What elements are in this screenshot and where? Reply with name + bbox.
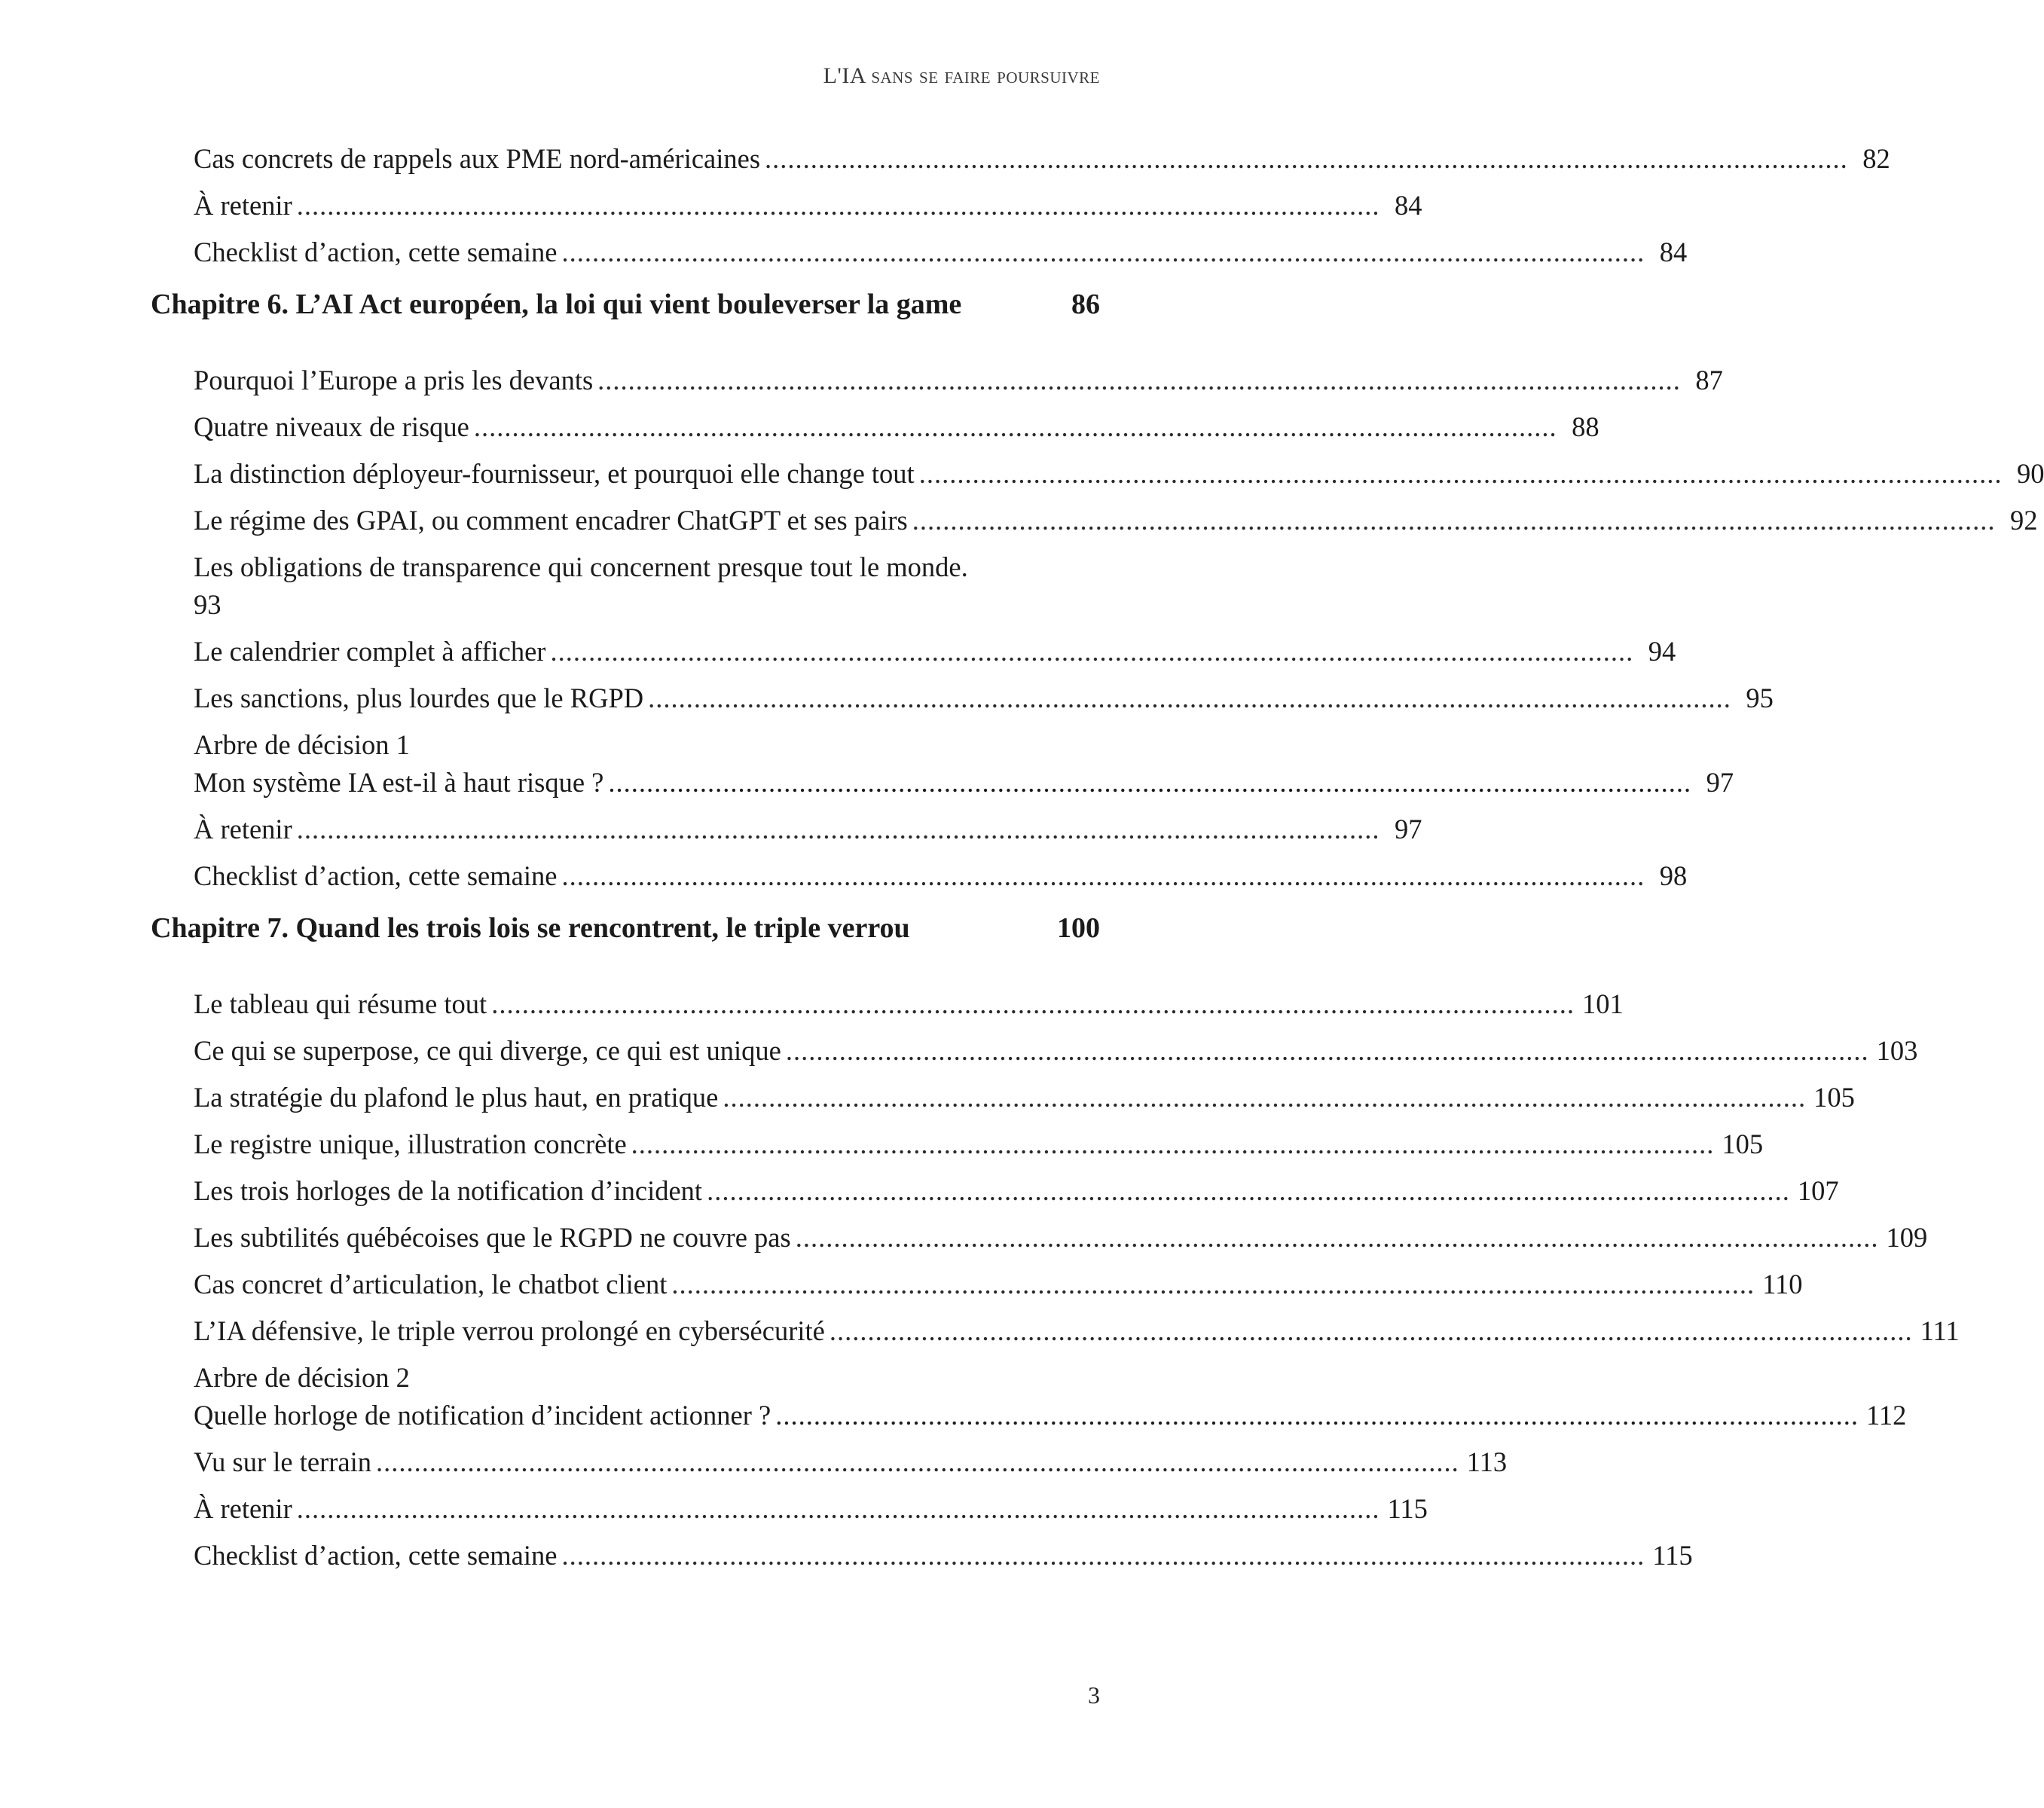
toc-entry-decision-tree-1[interactable] bbox=[151, 726, 1734, 811]
toc-entry[interactable] bbox=[151, 548, 1100, 633]
toc-entry-title: À retenir bbox=[194, 814, 292, 844]
dot-leader: .............................................................................................................................................. bbox=[561, 860, 1645, 891]
dot-leader: .............................................................................................................................................. bbox=[296, 190, 1380, 221]
toc-entry-page: 84 bbox=[1394, 190, 1422, 221]
toc-entry[interactable] bbox=[151, 1266, 1803, 1312]
dot-leader: .............................................................................................................................................. bbox=[829, 1315, 1913, 1346]
toc-entry-page: 88 bbox=[1572, 411, 1599, 442]
dot-leader: .............................................................................................................................................. bbox=[597, 365, 1681, 396]
toc-entry-title: Cas concrets de rappels aux PME nord-américaines bbox=[194, 143, 761, 174]
toc-entry-title: La distinction déployeur-fournisseur, et pourquoi elle change tout bbox=[194, 458, 915, 489]
toc-entry-title: Checklist d’action, cette semaine bbox=[194, 860, 558, 891]
dot-leader: .............................................................................................................................................. bbox=[561, 237, 1645, 267]
toc-entry-title: L’IA défensive, le triple verrou prolongé en cybersécurité bbox=[194, 1315, 825, 1346]
toc-entry-page: 105 bbox=[1813, 1082, 1855, 1113]
toc-entry-title: Cas concret d’articulation, le chatbot client bbox=[194, 1269, 668, 1300]
toc-entry-page: 95 bbox=[1746, 683, 1774, 713]
toc-entry[interactable] bbox=[151, 1490, 1428, 1537]
toc-entry[interactable] bbox=[151, 985, 1624, 1032]
dot-leader: .............................................................................................................................................. bbox=[918, 458, 2003, 489]
decision-tree-label: Arbre de décision 1 bbox=[194, 729, 410, 760]
dot-leader: .............................................................................................................................................. bbox=[376, 1446, 1459, 1477]
dot-leader: .............................................................................................................................................. bbox=[765, 143, 1848, 174]
running-header: L'IA sans se faire poursuivre bbox=[823, 63, 1100, 88]
toc-entry-title: Vu sur le terrain bbox=[194, 1446, 371, 1477]
dot-leader: .............................................................................................................................................. bbox=[775, 1400, 1859, 1431]
toc-entry-title: Les trois horloges de la notification d’incident bbox=[194, 1175, 703, 1206]
toc-entry[interactable] bbox=[151, 140, 1890, 187]
toc-entry-page: 112 bbox=[1865, 1400, 1907, 1431]
decision-tree-label: Arbre de décision 2 bbox=[194, 1362, 410, 1393]
dot-leader: .............................................................................................................................................. bbox=[795, 1222, 1879, 1253]
toc-entry-page: 113 bbox=[1466, 1446, 1508, 1477]
toc-entry[interactable] bbox=[151, 857, 1688, 904]
dot-leader: .............................................................................................................................................. bbox=[648, 683, 1731, 713]
toc-entry-page: 105 bbox=[1722, 1128, 1764, 1159]
toc-entry[interactable] bbox=[151, 1219, 1928, 1266]
toc-entry[interactable] bbox=[151, 811, 1422, 857]
toc-chapter-7[interactable] bbox=[151, 904, 1100, 985]
toc-entry-title: Checklist d’action, cette semaine bbox=[194, 1540, 558, 1571]
toc-entry-title: Le régime des GPAI, ou comment encadrer ChatGPT et ses pairs bbox=[194, 505, 908, 536]
toc-entry-page: 92 bbox=[2010, 505, 2038, 536]
toc-entry[interactable] bbox=[151, 362, 1723, 408]
toc-entry-page: 97 bbox=[1394, 814, 1422, 844]
dot-leader: .............................................................................................................................................. bbox=[671, 1269, 1755, 1300]
toc-entry[interactable] bbox=[151, 1032, 1918, 1079]
toc-entry-page: 101 bbox=[1581, 988, 1624, 1019]
toc-entry-page: 103 bbox=[1876, 1035, 1918, 1066]
toc-entry-page: 110 bbox=[1762, 1269, 1803, 1300]
toc-entry-title: Mon système IA est-il à haut risque ? bbox=[194, 767, 604, 798]
toc-entry-title: Quatre niveaux de risque bbox=[194, 411, 469, 442]
toc-entry-title: Checklist d’action, cette semaine bbox=[194, 237, 558, 267]
toc-entry[interactable] bbox=[151, 187, 1422, 234]
chapter-title: Chapitre 6. L’AI Act européen, la loi qui vient bouleverser la game bbox=[151, 289, 962, 320]
toc-entry[interactable] bbox=[151, 408, 1599, 455]
toc-entry[interactable] bbox=[151, 1537, 1693, 1584]
toc-entry-page: 98 bbox=[1659, 860, 1688, 891]
toc-entry-title: Le registre unique, illustration concrète bbox=[194, 1128, 627, 1159]
toc-entry[interactable] bbox=[151, 234, 1688, 280]
toc-entry-page: 107 bbox=[1797, 1175, 1839, 1206]
toc-entry[interactable] bbox=[151, 633, 1676, 680]
toc-entry[interactable] bbox=[151, 1172, 1839, 1219]
toc-entry-decision-tree-2[interactable] bbox=[151, 1359, 1907, 1443]
toc-entry-page: 93 bbox=[194, 589, 222, 620]
dot-leader: .............................................................................................................................................. bbox=[491, 988, 1575, 1019]
toc-chapter-6[interactable] bbox=[151, 280, 1100, 362]
toc-entry-title: Ce qui se superpose, ce qui diverge, ce qui est unique bbox=[194, 1035, 781, 1066]
toc-entry-page: 97 bbox=[1706, 767, 1734, 798]
toc-entry-title: Les subtilités québécoises que le RGPD ne couvre pas bbox=[194, 1222, 791, 1253]
dot-leader: .............................................................................................................................................. bbox=[631, 1128, 1715, 1159]
toc-entry[interactable] bbox=[151, 680, 1774, 726]
dot-leader: .............................................................................................................................................. bbox=[296, 814, 1380, 844]
dot-leader: .............................................................................................................................................. bbox=[785, 1035, 1869, 1066]
toc-entry-title: Le calendrier complet à afficher bbox=[194, 636, 546, 667]
dot-leader: .............................................................................................................................................. bbox=[561, 1540, 1645, 1571]
toc-entry[interactable] bbox=[151, 1125, 1764, 1172]
toc-entry-page: 109 bbox=[1886, 1222, 1928, 1253]
toc-entry-page: 111 bbox=[1920, 1315, 1960, 1346]
chapter-page: 100 bbox=[1057, 912, 1100, 944]
toc-entry-page: 94 bbox=[1648, 636, 1676, 667]
dot-leader: .............................................................................................................................................. bbox=[723, 1082, 1807, 1113]
toc-entry-page: 115 bbox=[1387, 1493, 1428, 1524]
table-of-contents bbox=[151, 140, 2044, 1584]
dot-leader: .............................................................................................................................................. bbox=[296, 1493, 1380, 1524]
toc-entry[interactable] bbox=[151, 455, 2044, 502]
dot-leader: .............................................................................................................................................. bbox=[473, 411, 1557, 442]
toc-entry-title: Pourquoi l’Europe a pris les devants bbox=[194, 365, 594, 396]
dot-leader: .............................................................................................................................................. bbox=[608, 767, 1692, 798]
toc-entry-page: 87 bbox=[1695, 365, 1723, 396]
toc-entry-page: 115 bbox=[1652, 1540, 1693, 1571]
dot-leader: .............................................................................................................................................. bbox=[550, 636, 1634, 667]
toc-entry[interactable] bbox=[151, 1312, 1960, 1359]
page-number: 3 bbox=[1088, 1681, 1100, 1709]
dot-leader: .............................................................................................................................................. bbox=[707, 1175, 1790, 1206]
toc-entry-title: Les sanctions, plus lourdes que le RGPD bbox=[194, 683, 644, 713]
dot-leader: .............................................................................................................................................. bbox=[912, 505, 1996, 536]
toc-entry-title: Les obligations de transparence qui concernent presque tout le monde. bbox=[194, 551, 968, 582]
toc-entry[interactable] bbox=[151, 1443, 1508, 1490]
toc-entry-page: 90 bbox=[2016, 458, 2044, 489]
toc-entry-title: À retenir bbox=[194, 1493, 292, 1524]
chapter-title: Chapitre 7. Quand les trois lois se rencontrent, le triple verrou bbox=[151, 912, 910, 944]
toc-entry-page: 82 bbox=[1862, 143, 1890, 174]
toc-entry-title: Quelle horloge de notification d’incident actionner ? bbox=[194, 1400, 771, 1431]
toc-entry-title: Le tableau qui résume tout bbox=[194, 988, 487, 1019]
toc-entry-title: La stratégie du plafond le plus haut, en pratique bbox=[194, 1082, 719, 1113]
toc-entry-page: 84 bbox=[1659, 237, 1688, 267]
toc-entry-title: À retenir bbox=[194, 190, 292, 221]
toc-entry[interactable] bbox=[151, 1079, 1855, 1125]
toc-entry[interactable] bbox=[151, 502, 2038, 548]
chapter-page: 86 bbox=[1071, 289, 1100, 320]
